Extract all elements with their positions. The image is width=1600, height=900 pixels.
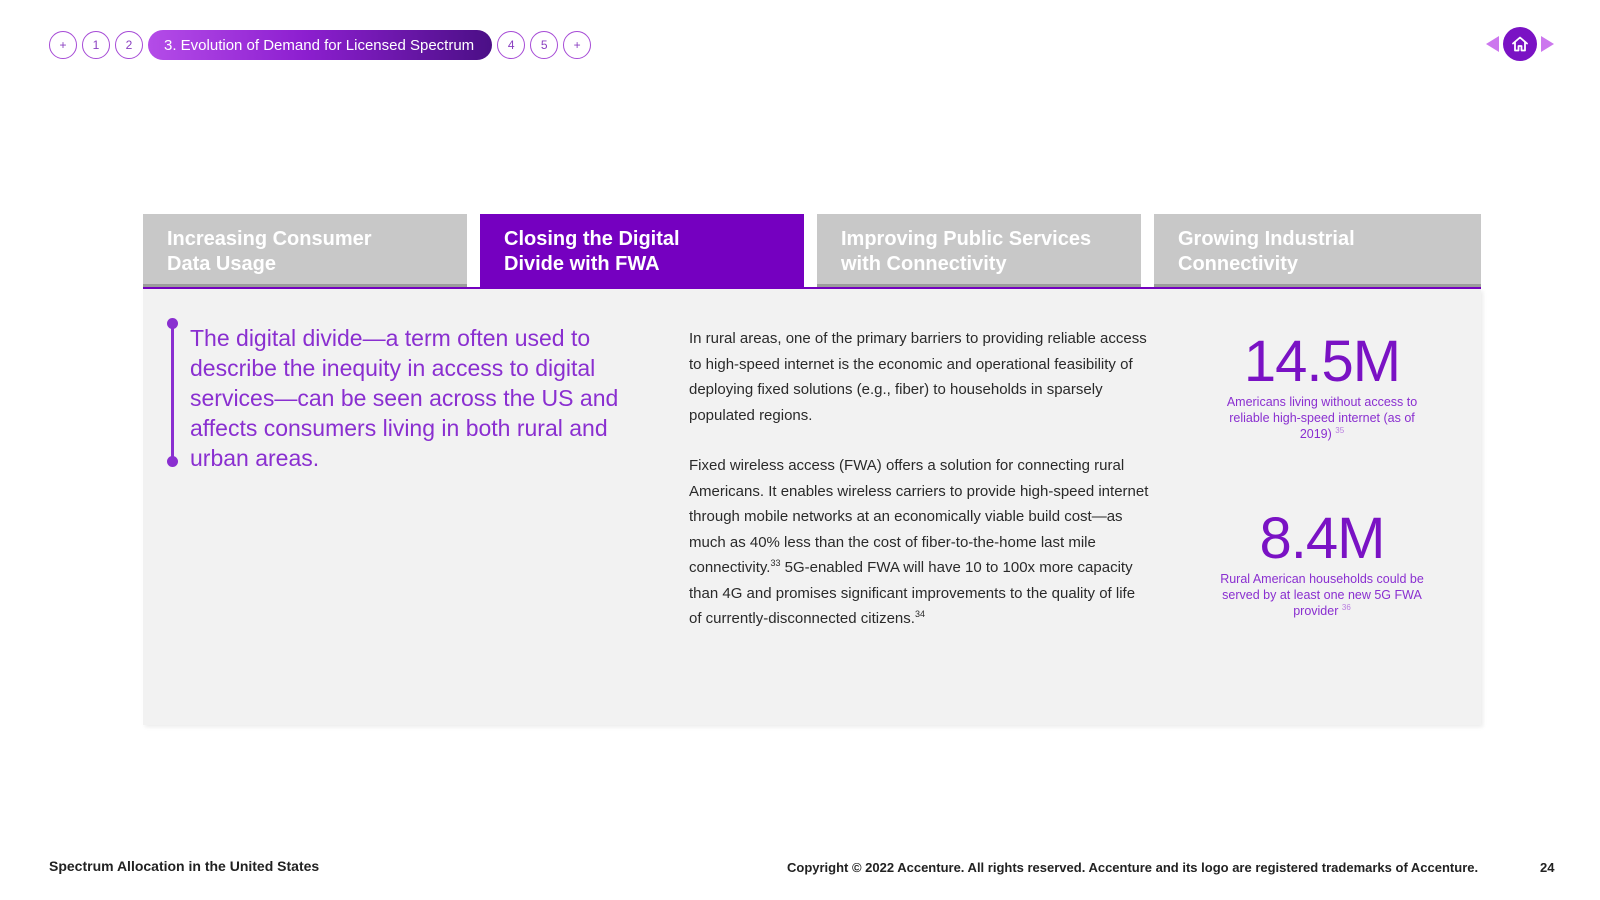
nav-section-2-button[interactable]: 2 bbox=[115, 31, 143, 59]
copyright-notice: Copyright © 2022 Accenture. All rights reserved. Accenture and its logo are registered trademarks of Accenture. bbox=[787, 860, 1479, 875]
nav-section-1-button[interactable]: 1 bbox=[82, 31, 110, 59]
stat-caption-text: Rural American households could be served by at least one new 5G FWA provider bbox=[1220, 572, 1424, 618]
nav-next-sections-button[interactable]: + bbox=[563, 31, 591, 59]
tab-label-line1: Growing Industrial bbox=[1178, 228, 1355, 250]
home-button[interactable] bbox=[1503, 27, 1537, 61]
stat-unconnected-americans bbox=[1212, 329, 1432, 442]
quote-bar-top-dot bbox=[167, 318, 178, 329]
tab-label-line2: with Connectivity bbox=[841, 253, 1007, 275]
tab-label-line1: Improving Public Services bbox=[841, 228, 1092, 250]
next-page-arrow-icon[interactable] bbox=[1541, 36, 1554, 52]
body-paragraph-1: In rural areas, one of the primary barriers to providing reliable access to high-speed internet is the economic and operational feasibility of deploying fixed solutions (e.g., fiber) to households in sparsely populated regions. bbox=[689, 330, 1147, 424]
tab-industrial-connectivity[interactable] bbox=[1154, 214, 1481, 287]
document-title: Spectrum Allocation in the United States bbox=[49, 858, 320, 874]
pull-quote: The digital divide—a term often used to describe the inequity in access to digital services—can be seen across the US and affects consumers living in both rural and urban areas. bbox=[190, 325, 619, 471]
body-paragraph-2 bbox=[689, 453, 1149, 632]
stat-rural-households bbox=[1212, 506, 1432, 619]
footnote-ref: 35 bbox=[1335, 425, 1345, 435]
topic-tabs bbox=[143, 214, 1481, 289]
page-number: 24 bbox=[1540, 860, 1555, 875]
section-nav bbox=[49, 30, 591, 60]
stat-caption bbox=[1212, 394, 1432, 442]
nav-section-5-button[interactable]: 5 bbox=[530, 31, 558, 59]
tab-label-line2: Data Usage bbox=[167, 253, 276, 275]
stat-value: 8.4M bbox=[1259, 506, 1385, 571]
tab-label-line1: Increasing Consumer bbox=[167, 228, 372, 250]
tab-label-line2: Divide with FWA bbox=[504, 253, 660, 275]
home-icon bbox=[1511, 35, 1529, 53]
stat-caption bbox=[1212, 571, 1432, 619]
footnote-ref: 34 bbox=[914, 609, 925, 619]
tab-label-line1: Closing the Digital bbox=[504, 228, 680, 250]
body-paragraph-2-part1: Fixed wireless access (FWA) offers a solution for connecting rural Americans. It enables wireless carriers to provide high-speed internet through mobile networks at an economically viable build cost—as much as 40% less than the cost of fiber-to-the-home last mile connectivity. bbox=[689, 457, 1149, 576]
nav-prev-sections-button[interactable]: + bbox=[49, 31, 77, 59]
footnote-ref: 36 bbox=[1341, 602, 1351, 612]
tab-digital-divide[interactable] bbox=[480, 214, 804, 287]
page-nav-controls bbox=[1486, 27, 1554, 61]
tab-public-services[interactable] bbox=[817, 214, 1141, 287]
tab-consumer-data-usage[interactable] bbox=[143, 214, 467, 287]
previous-page-arrow-icon[interactable] bbox=[1486, 36, 1499, 52]
quote-bar-bottom-dot bbox=[167, 456, 178, 467]
nav-current-section[interactable]: 3. Evolution of Demand for Licensed Spectrum bbox=[148, 30, 492, 60]
body-text bbox=[689, 326, 1149, 657]
footnote-ref: 33 bbox=[770, 558, 781, 568]
quote-bar bbox=[171, 323, 174, 462]
stat-caption-text: Americans living without access to reliable high-speed internet (as of 2019) bbox=[1226, 395, 1418, 441]
nav-section-4-button[interactable]: 4 bbox=[497, 31, 525, 59]
stat-value: 14.5M bbox=[1243, 329, 1401, 394]
tab-label-line2: Connectivity bbox=[1178, 253, 1299, 275]
body-paragraph-2-part2: 5G-enabled FWA will have 10 to 100x more capacity than 4G and promises significant improvements to the quality of life of currently-disconnected citizens. bbox=[689, 559, 1136, 627]
